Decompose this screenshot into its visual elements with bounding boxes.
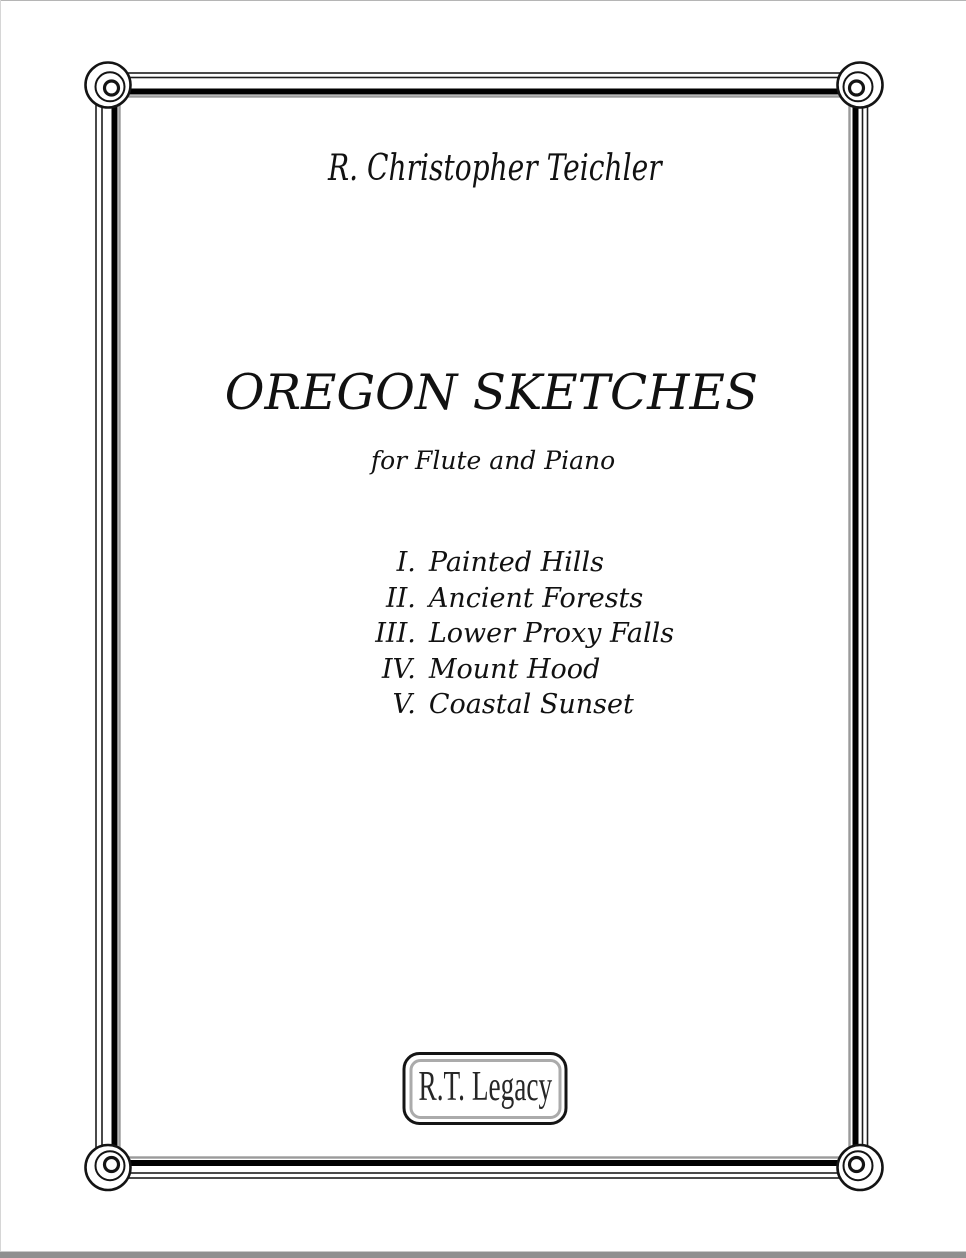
movement-row: [372, 616, 674, 652]
corner-rosette-top-right-icon: [838, 63, 883, 108]
movement-numeral: III.: [375, 618, 416, 649]
movement-row: [372, 581, 674, 617]
movement-numeral: I.: [396, 547, 416, 578]
movement-row: [372, 652, 674, 688]
movement-numeral: IV.: [381, 653, 416, 685]
corner-rosette-top-left-icon: [86, 63, 131, 108]
movement-list: [40, 545, 966, 723]
publisher-logo: [403, 1052, 568, 1125]
composer-name: [12, 148, 966, 189]
movement-row: [372, 687, 674, 723]
movement-title: Ancient Forests: [428, 582, 644, 614]
movement-row: [372, 545, 674, 581]
piece-title: [8, 364, 966, 421]
publisher-logo-text: R.T. Legacy: [418, 1063, 552, 1110]
movement-title: Coastal Sunset: [428, 689, 634, 720]
instrumentation-subtitle: for Flute and Piano: [370, 446, 616, 475]
piece-title-text: OREGON SKETCHES: [224, 364, 758, 421]
movement-numeral: II.: [385, 582, 416, 614]
movement-numeral: V.: [392, 689, 416, 720]
movement-title: Lower Proxy Falls: [428, 618, 675, 649]
corner-rosette-bottom-left-icon: [86, 1145, 131, 1190]
movement-title: Painted Hills: [428, 547, 604, 578]
publisher-logo-inner-ring: [409, 1059, 561, 1119]
movement-list-block: [372, 545, 674, 723]
composer-name-text: R. Christopher Teichler: [328, 148, 662, 189]
movement-title: Mount Hood: [428, 653, 601, 685]
corner-rosette-bottom-right-icon: [838, 1145, 883, 1190]
